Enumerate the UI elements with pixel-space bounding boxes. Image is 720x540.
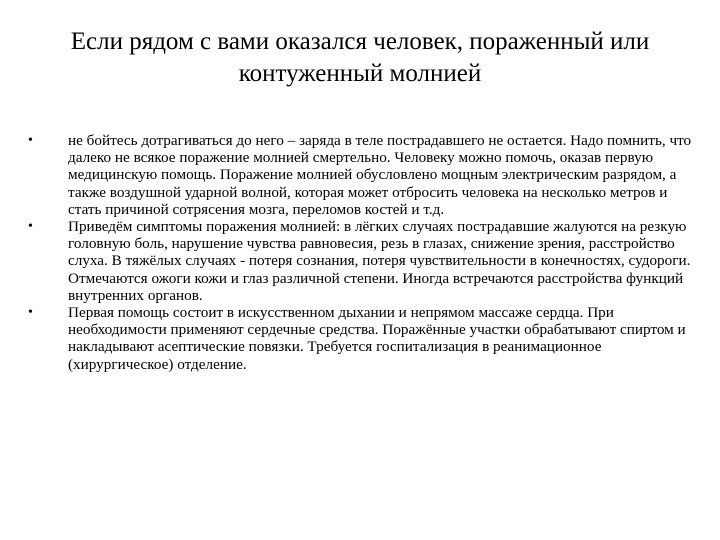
bullet-icon: • bbox=[28, 219, 33, 235]
list-item bbox=[28, 218, 696, 304]
list-item bbox=[28, 132, 696, 218]
list-item-text: Приведём симптомы поражения молнией: в лёгких случаях пострадавшие жалуются на резкую головную боль, нарушение чувства равновесия, резь в глазах, снижение зрения, расстройство слуха. В тяжёлых случаях - потеря сознания, потеря чувствительности в конечностях, судороги. Отмечаются ожоги кожи и глаз различной степени. Иногда встречаются расстройства функций внутренних органов. bbox=[68, 218, 691, 304]
bullet-list bbox=[28, 132, 696, 373]
bullet-icon: • bbox=[28, 305, 33, 321]
list-item-text: Первая помощь состоит в искусственном дыхании и непрямом массаже сердца. При необходимости применяют сердечные средства. Поражённые участки обрабатывают спиртом и накладывают асептические повязки. Требуется госпитализация в реанимационное (хирургическое) отделение. bbox=[68, 304, 686, 373]
slide-title: Если рядом с вами оказался человек, пораженный или контуженный молнией bbox=[70, 28, 650, 87]
bullet-icon: • bbox=[28, 133, 33, 148]
list-item-text: не бойтесь дотрагиваться до него – заряда в теле пострадавшего не остается. Надо помнить, что далеко не всякое поражение молнией смертельно. Человеку можно помочь, оказав первую медицинскую помощь. Поражение молнией обусловлено мощным электрическим разрядом, а также воздушной ударной волной, которая может отбросить человека на несколько метров и стать причиной сотрясения мозга, переломов костей и т.д. bbox=[68, 132, 692, 218]
list-item bbox=[28, 304, 696, 373]
